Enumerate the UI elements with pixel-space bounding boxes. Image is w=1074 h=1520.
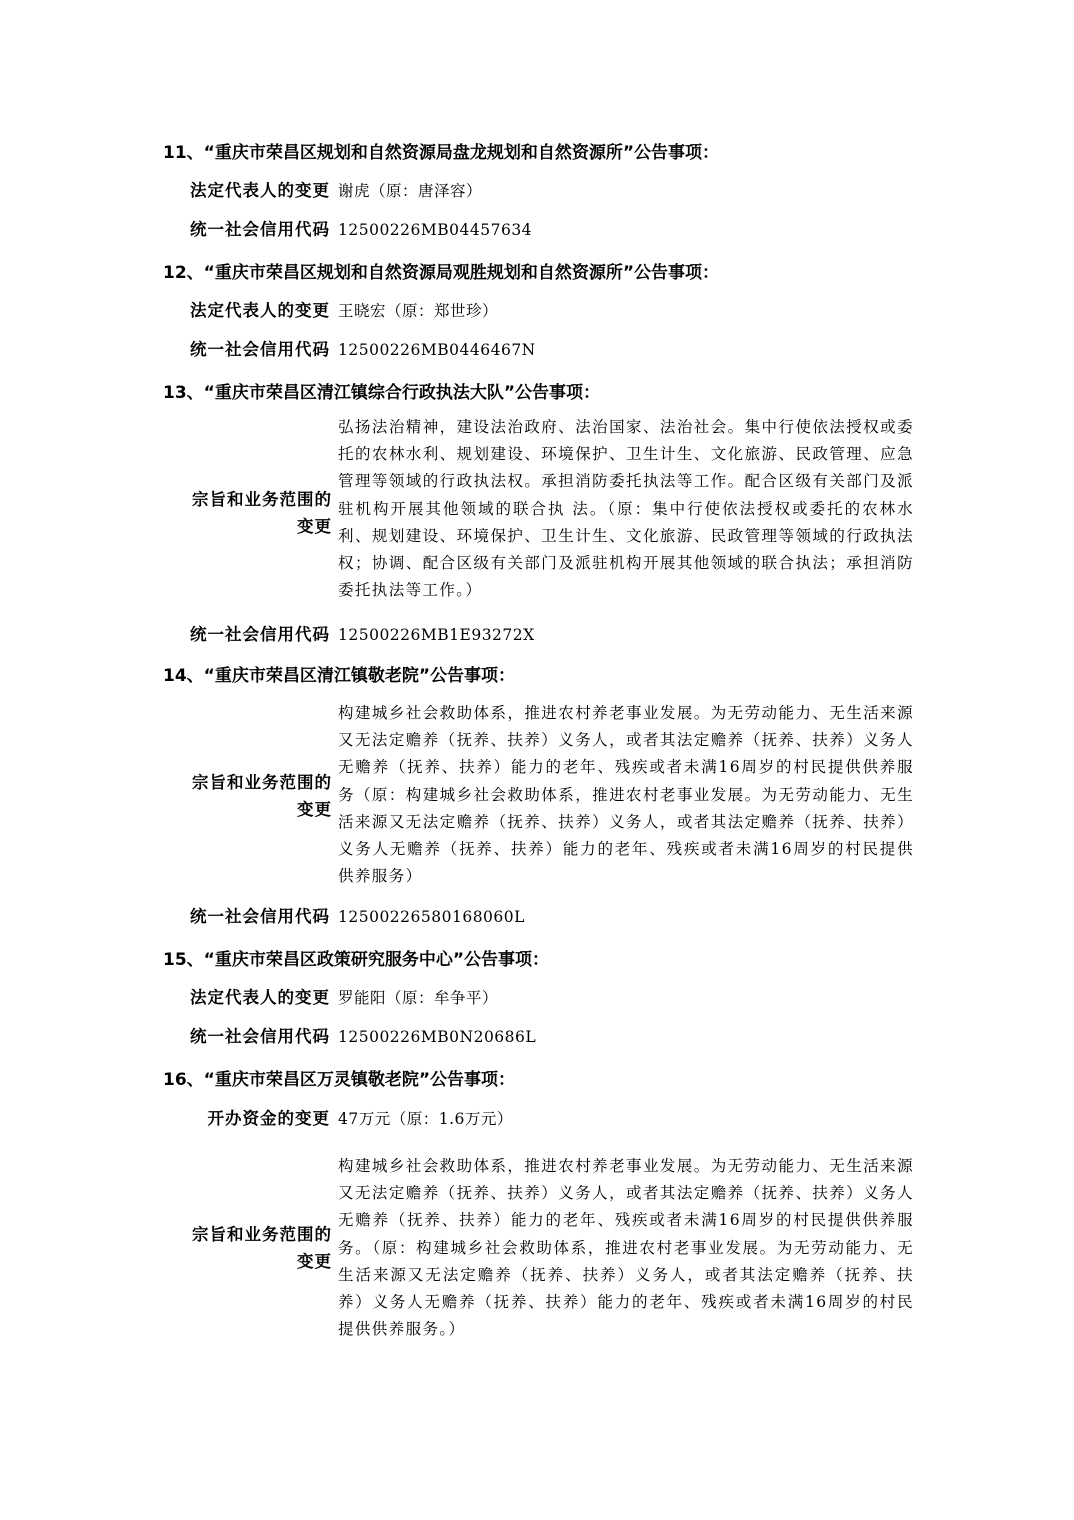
item-11-value-credit-code: 12500226MB04457634 — [338, 221, 533, 239]
item-14-value-scope: 构建城乡社会救助体系，推进农村养老事业发展。为无劳动能力、无生活来源又无法定赡养（抚养、扶养）义务人，或者其法定赡养（抚养、扶养）义务人无赡养（抚养、扶养）能力的老年、残疾或者未满16周岁的村民提供供养服务（原：构建城乡社会救助体系，推进农村老事业发展。为无劳动能力、无生活来源又无法定赡养（抚养、扶养）义务人，或者其法定赡养（抚养、扶养）义务人无赡养（抚养、扶养）能力的老年、残疾或者未满16周岁的村民提供供养服务） — [338, 704, 914, 886]
item-14-label-scope-line2: 变更 — [297, 800, 332, 819]
item-14-label-scope-line1: 宗旨和业务范围的 — [192, 773, 332, 792]
item-15-label-credit-code: 统一社会信用代码 — [190, 1027, 330, 1046]
item-14-heading: 14、“重庆市荣昌区清江镇敬老院”公告事项： — [163, 666, 516, 686]
item-11-heading: 11、“重庆市荣昌区规划和自然资源局盘龙规划和自然资源所”公告事项： — [163, 143, 720, 163]
item-15-label-legal-rep: 法定代表人的变更 — [190, 988, 330, 1007]
item-15-value-legal-rep: 罗能阳（原：牟争平） — [338, 989, 499, 1007]
item-16-label-scope-line2: 变更 — [297, 1252, 332, 1271]
item-16-label-funding: 开办资金的变更 — [207, 1109, 330, 1128]
item-13-heading: 13、“重庆市荣昌区清江镇综合行政执法大队”公告事项： — [163, 383, 601, 403]
item-16-value-funding: 47万元（原：1.6万元） — [338, 1110, 513, 1128]
item-13-label-scope-line1: 宗旨和业务范围的 — [192, 490, 332, 509]
item-13-label-credit-code: 统一社会信用代码 — [190, 625, 330, 644]
item-13-value-credit-code: 12500226MB1E93272X — [338, 626, 535, 644]
item-14-label-credit-code: 统一社会信用代码 — [190, 907, 330, 926]
item-15-value-credit-code: 12500226MB0N20686L — [338, 1028, 537, 1046]
item-12-value-legal-rep: 王晓宏（原：郑世珍） — [338, 302, 499, 320]
item-12-label-credit-code: 统一社会信用代码 — [190, 340, 330, 359]
item-13-label-scope — [160, 486, 332, 540]
item-16-value-scope: 构建城乡社会救助体系，推进农村养老事业发展。为无劳动能力、无生活来源又无法定赡养（抚养、扶养）义务人，或者其法定赡养（抚养、扶养）义务人无赡养（抚养、扶养）能力的老年、残疾或者未满16周岁的村民提供供养服务。（原：构建城乡社会救助体系，推进农村老事业发展。为无劳动能力、无生活来源又无法定赡养（抚养、扶养）义务人，或者其法定赡养（抚养、扶养）义务人无赡养（抚养、扶养）能力的老年、残疾或者未满16周岁的村民提供供养服务。） — [338, 1157, 914, 1339]
item-14-label-scope — [160, 769, 332, 823]
item-12-label-legal-rep: 法定代表人的变更 — [190, 301, 330, 320]
item-12-value-credit-code: 12500226MB0446467N — [338, 341, 536, 359]
item-13-value-scope: 弘扬法治精神，建设法治政府、法治国家、法治社会。集中行使依法授权或委托的农林水利、规划建设、环境保护、卫生计生、文化旅游、民政管理、应急管理等领域的行政执法权。承担消防委托执法等工作。配合区级有关部门及派驻机构开展其他领域的联合执 法。（原：集中行使依法授权或委托的农林水利、规划建设、环境保护、卫生计生、文化旅游、民政管理等领域的行政执法权；协调、配合区级有关部门及派驻机构开展其他领域的联合执法；承担消防委托执法等工作。） — [338, 418, 914, 600]
item-15-heading: 15、“重庆市荣昌区政策研究服务中心”公告事项： — [163, 950, 550, 970]
item-11-value-legal-rep: 谢虎（原：唐泽容） — [338, 182, 483, 200]
item-12-heading: 12、“重庆市荣昌区规划和自然资源局观胜规划和自然资源所”公告事项： — [163, 263, 720, 283]
item-16-label-scope-line1: 宗旨和业务范围的 — [192, 1225, 332, 1244]
item-16-label-scope — [160, 1221, 332, 1275]
item-11-label-legal-rep: 法定代表人的变更 — [190, 181, 330, 200]
item-11-label-credit-code: 统一社会信用代码 — [190, 220, 330, 239]
item-13-label-scope-line2: 变更 — [297, 517, 332, 536]
item-16-heading: 16、“重庆市荣昌区万灵镇敬老院”公告事项： — [163, 1070, 516, 1090]
item-14-value-credit-code: 12500226580168060L — [338, 908, 525, 926]
